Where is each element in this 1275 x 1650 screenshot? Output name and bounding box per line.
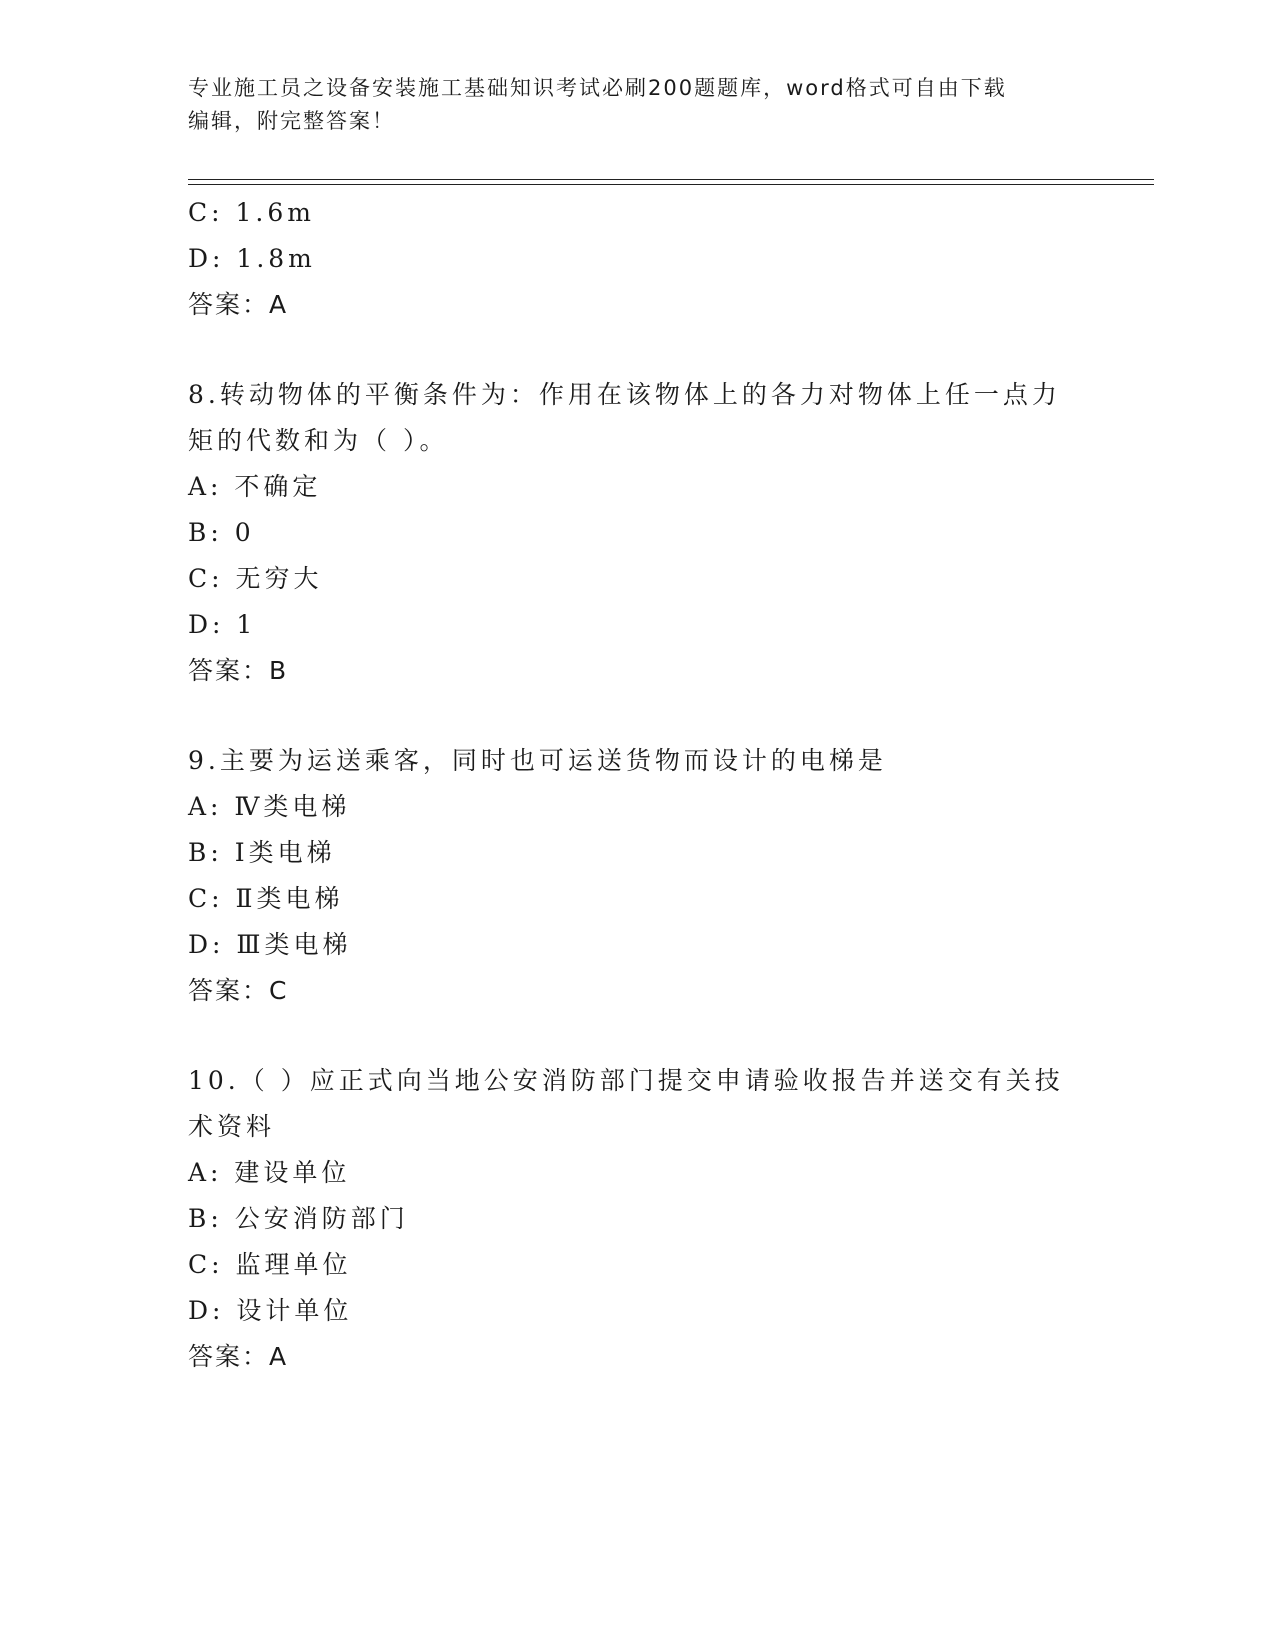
option-c: C: 1.6m	[188, 198, 315, 227]
question-stem-continued: 矩的代数和为（ ）。	[188, 426, 449, 455]
question-stem: 10.（ ）应正式向当地公安消防部门提交申请验收报告并送交有关技	[188, 1066, 1064, 1095]
question-10	[188, 1058, 1088, 1380]
option-c: C: 无穷大	[188, 564, 323, 593]
option-d: D: 1	[188, 610, 257, 639]
document-header	[188, 72, 1068, 138]
option-d: D: 设计单位	[188, 1296, 353, 1325]
header-divider-bottom	[188, 184, 1154, 185]
question-list	[188, 190, 1088, 1380]
option-d: D: Ⅲ类电梯	[188, 930, 352, 959]
answer-line: 答案：B	[188, 656, 289, 685]
header-title-line2: 编辑，附完整答案！	[188, 109, 395, 133]
option-d: D: 1.8m	[188, 244, 316, 273]
question-9	[188, 738, 1088, 1014]
question-stem: 8.转动物体的平衡条件为：作用在该物体上的各力对物体上任一点力	[188, 380, 1061, 409]
spacer	[188, 694, 1088, 738]
option-c: C: Ⅱ类电梯	[188, 884, 344, 913]
answer-line: 答案：C	[188, 976, 289, 1005]
answer-line: 答案：A	[188, 1342, 289, 1371]
spacer	[188, 328, 1088, 372]
option-c: C: 监理单位	[188, 1250, 352, 1279]
question-8	[188, 372, 1088, 694]
header-title-line1: 专业施工员之设备安装施工基础知识考试必刷200题题库，word格式可自由下载	[188, 76, 1007, 100]
option-a: A: Ⅳ类电梯	[188, 792, 351, 821]
question-stem: 9.主要为运送乘客，同时也可运送货物而设计的电梯是	[188, 746, 887, 775]
option-b: B: Ⅰ类电梯	[188, 838, 336, 867]
answer-line: 答案：A	[188, 290, 289, 319]
question-stem-continued: 术资料	[188, 1112, 276, 1141]
question-7-tail	[188, 190, 1088, 328]
option-a: A: 建设单位	[188, 1158, 351, 1187]
header-divider-top	[188, 179, 1154, 180]
option-b: B: 0	[188, 518, 255, 547]
option-a: A: 不确定	[188, 472, 322, 501]
spacer	[188, 1014, 1088, 1058]
option-b: B: 公安消防部门	[188, 1204, 409, 1233]
